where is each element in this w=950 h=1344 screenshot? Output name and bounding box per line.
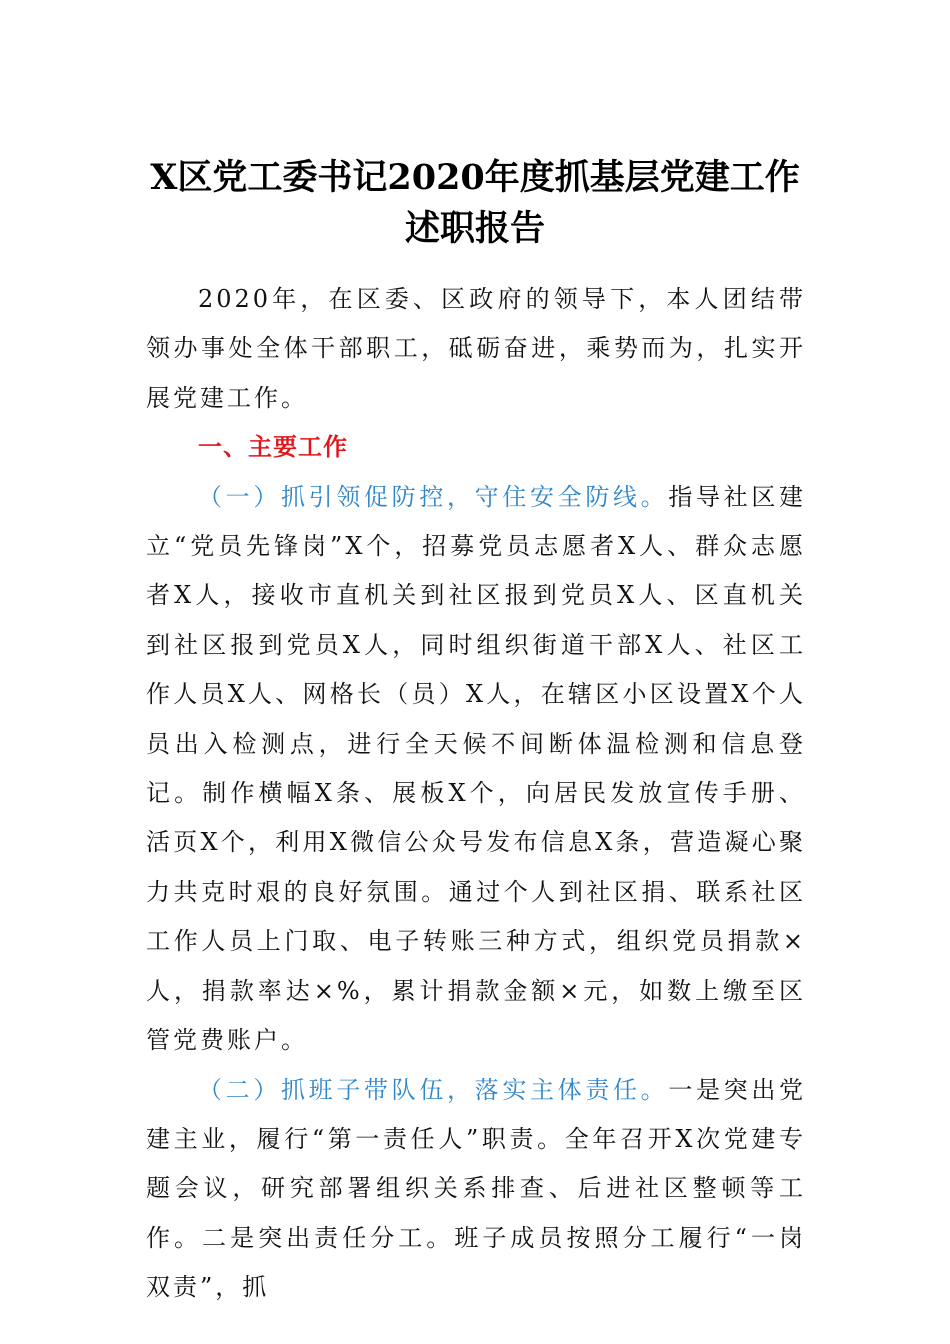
item-2-lead: （二）抓班子带队伍，落实主体责任。 <box>198 1075 669 1104</box>
item-2-text: 一是突出党建主业，履行“第一责任人”职责。全年召开X次党建专题会议，研究部署组织关系排查、后进社区整顿等工作。二是突出责任分工。班子成员按照分工履行“一岗双责”，抓 <box>146 1075 807 1302</box>
section-heading-main-work <box>146 423 806 472</box>
document-title-line-2: 述职报告 <box>404 208 545 249</box>
item-1-lead: （一）抓引领促防控，守住安全防线。 <box>198 482 669 511</box>
paragraph-item-2 <box>146 1066 806 1313</box>
document-body <box>146 275 806 1313</box>
section-heading-text: 一、主要工作 <box>198 433 348 462</box>
intro-paragraph: 2020年，在区委、区政府的领导下，本人团结带领办事处全体干部职工，砥砺奋进，乘势而为，扎实开展党建工作。 <box>146 285 806 412</box>
item-1-text: 指导社区建立“党员先锋岗”X个，招募党员志愿者X人、群众志愿者X人，接收市直机关到社区报到党员X人、区直机关到社区报到党员X人，同时组织街道干部X人、社区工作人员X人、网格长（员）X人，在辖区小区设置X个人员出入检测点，进行全天候不间断体温检测和信息登记。制作横幅X条、展板X个，向居民发放宣传手册、活页X个，利用X微信公众号发布信息X条，营造凝心聚力共克时艰的良好氛围。通过个人到社区捐、联系社区工作人员上门取、电子转账三种方式，组织党员捐款×人，捐款率达×%，累计捐款金额×元，如数上缴至区管党费账户。 <box>146 482 807 1055</box>
document-title-line-1: X区党工委书记2020年度抓基层党建工作 <box>150 157 800 198</box>
paragraph-item-1 <box>146 473 806 1066</box>
